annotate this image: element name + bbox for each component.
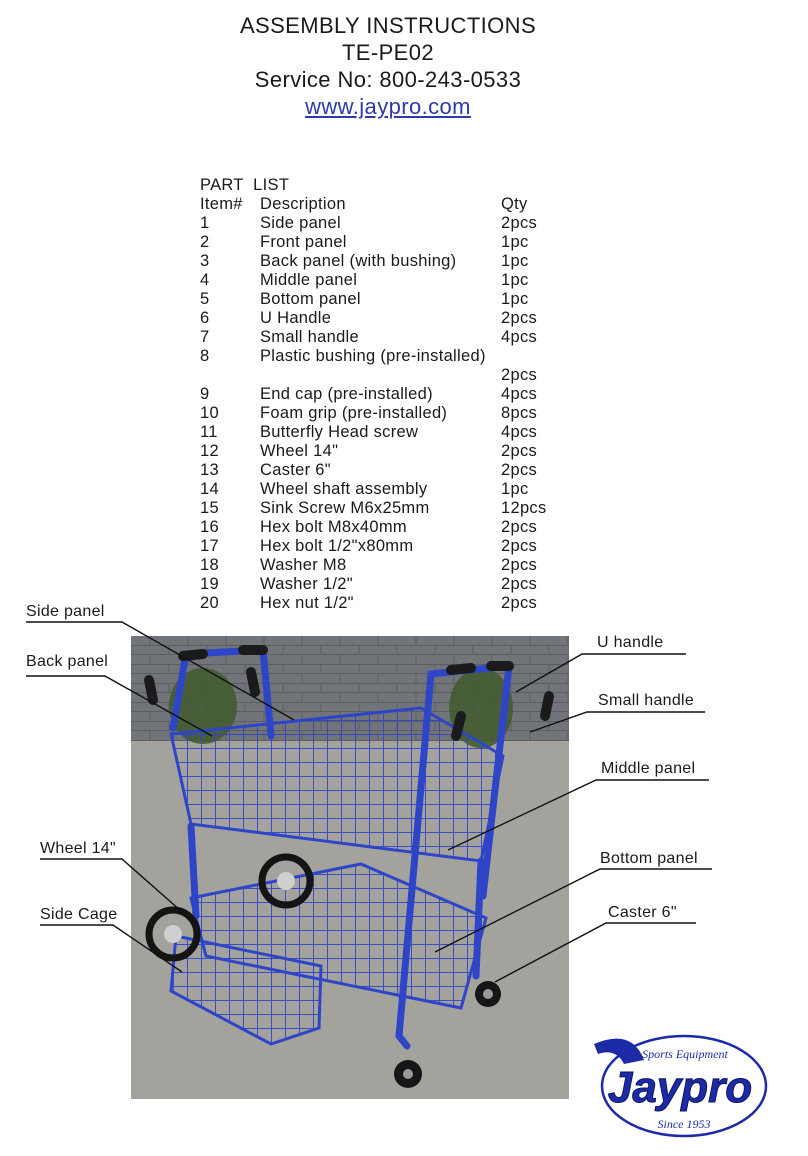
part-description: Wheel 14" <box>260 442 339 460</box>
website-link[interactable]: www.jaypro.com <box>305 94 471 119</box>
part-description: Sink Screw M6x25mm <box>260 499 430 517</box>
service-number: Service No: 800-243-0533 <box>254 67 522 92</box>
part-item-number: 16 <box>200 518 219 536</box>
part-item-number: 11 <box>200 423 218 441</box>
part-description: Butterfly Head screw <box>260 423 419 441</box>
part-qty: 1pc <box>501 290 529 308</box>
part-item-number: 5 <box>200 290 210 308</box>
part-description: Plastic bushing (pre-installed) <box>260 347 486 365</box>
callout-middle-panel: Middle panel <box>601 760 696 777</box>
part-qty: 2pcs <box>501 556 538 574</box>
part-qty: 2pcs <box>501 366 538 384</box>
part-description: Hex bolt 1/2"x80mm <box>260 537 414 555</box>
part-qty: 2pcs <box>501 575 538 593</box>
part-item-number: 20 <box>200 594 219 612</box>
part-description: Wheel shaft assembly <box>260 480 428 498</box>
part-qty: 4pcs <box>501 328 538 346</box>
part-item-number: 9 <box>200 385 210 403</box>
logo-tagline: Sports Equipment <box>642 1047 728 1061</box>
part-item-number: 14 <box>200 480 219 498</box>
parts-list-title: PART LIST <box>200 176 290 194</box>
part-description: Bottom panel <box>260 290 361 308</box>
callout-bottom-panel: Bottom panel <box>600 850 698 867</box>
part-item-number: 18 <box>200 556 219 574</box>
part-qty: 4pcs <box>501 385 538 403</box>
callout-side-cage: Side Cage <box>40 906 118 923</box>
part-qty: 12pcs <box>501 499 547 517</box>
part-qty: 2pcs <box>501 214 538 232</box>
part-item-number: 12 <box>200 442 219 460</box>
part-qty: 2pcs <box>501 537 538 555</box>
part-qty: 2pcs <box>501 309 538 327</box>
callout-side-panel: Side panel <box>26 603 105 620</box>
part-item-number: 4 <box>200 271 210 289</box>
logo-since: Since 1953 <box>657 1117 711 1131</box>
part-qty: 2pcs <box>501 461 538 479</box>
part-qty: 2pcs <box>501 518 538 536</box>
part-description: Front panel <box>260 233 347 251</box>
part-description: Side panel <box>260 214 341 232</box>
part-qty: 1pc <box>501 252 529 270</box>
part-qty: 2pcs <box>501 594 538 612</box>
logo-brand: Jaypro <box>607 1063 753 1112</box>
part-item-number: 17 <box>200 537 219 555</box>
logo-swoosh <box>594 1039 644 1064</box>
callout-small-handle: Small handle <box>598 692 695 709</box>
document-title: ASSEMBLY INSTRUCTIONS <box>239 13 537 38</box>
part-qty: 1pc <box>501 233 529 251</box>
part-description: Washer 1/2" <box>260 575 353 593</box>
part-item-number: 8 <box>200 347 210 365</box>
callout-wheel: Wheel 14" <box>40 840 116 857</box>
col-header-item: Item# <box>200 195 243 213</box>
model-number: TE-PE02 <box>341 40 435 65</box>
part-item-number: 1 <box>200 214 210 232</box>
part-qty: 2pcs <box>501 442 538 460</box>
part-item-number: 3 <box>200 252 210 270</box>
part-description: Middle panel <box>260 271 358 289</box>
part-description: Hex nut 1/2" <box>260 594 354 612</box>
part-item-number: 7 <box>200 328 210 346</box>
part-description: Small handle <box>260 328 359 346</box>
jaypro-logo <box>572 1030 786 1140</box>
callout-u-handle: U handle <box>597 634 664 651</box>
part-description: Back panel (with bushing) <box>260 252 457 270</box>
col-header-description: Description <box>260 195 346 213</box>
part-qty: 8pcs <box>501 404 538 422</box>
callout-caster: Caster 6" <box>608 904 677 921</box>
col-header-qty: Qty <box>501 195 528 213</box>
part-item-number: 10 <box>200 404 219 422</box>
part-qty: 4pcs <box>501 423 538 441</box>
part-description: U Handle <box>260 309 332 327</box>
part-item-number: 6 <box>200 309 210 327</box>
part-description: End cap (pre-installed) <box>260 385 433 403</box>
part-description: Washer M8 <box>260 556 347 574</box>
part-description: Caster 6" <box>260 461 331 479</box>
part-item-number: 13 <box>200 461 219 479</box>
part-qty: 1pc <box>501 480 529 498</box>
part-description: Hex bolt M8x40mm <box>260 518 407 536</box>
part-item-number: 19 <box>200 575 219 593</box>
part-item-number: 2 <box>200 233 210 251</box>
part-qty: 1pc <box>501 271 529 289</box>
callout-back-panel: Back panel <box>26 653 109 670</box>
part-item-number: 15 <box>200 499 219 517</box>
part-description: Foam grip (pre-installed) <box>260 404 448 422</box>
